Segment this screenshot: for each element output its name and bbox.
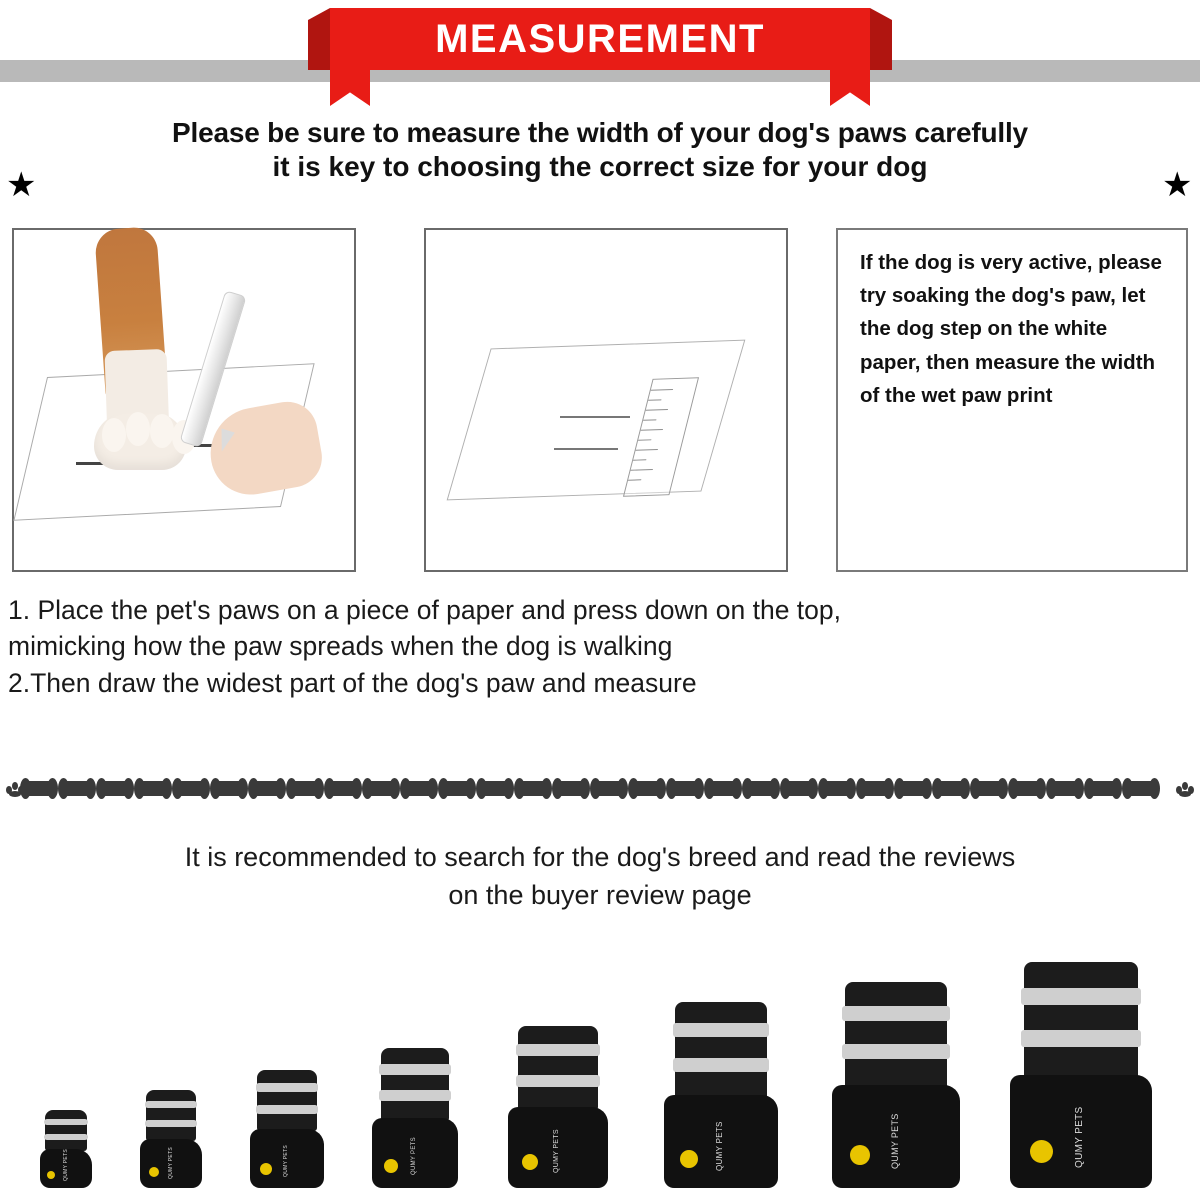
star-icon-left: ★ [6,166,37,204]
paw-logo-icon [850,1145,870,1165]
bone-icon [786,781,812,796]
recommendation-line-2: on the buyer review page [448,880,752,911]
boot-brand-label: QUMY PETS [553,1129,560,1173]
boot-brand-label: QUMY PETS [283,1144,289,1177]
bone-icon [634,781,660,796]
bone-icon [140,781,166,796]
boot-brand-label: QUMY PETS [63,1148,69,1181]
paw-logo-icon [260,1163,272,1175]
bone-icon [596,781,622,796]
reflective-strip [1021,1030,1140,1047]
bone-icon [1014,781,1040,796]
step-line-2: mimicking how the paw spreads when the dog is walking [8,631,673,662]
paw-toe-2 [126,412,150,446]
dog-boot [832,982,960,1188]
ribbon-notch-right [870,8,892,70]
boot-brand-label: QUMY PETS [715,1121,724,1171]
bone-icon [672,781,698,796]
dog-boot [372,1048,458,1188]
reflective-strip [516,1044,600,1056]
paw-toe-1 [102,418,126,452]
boot-shaft [518,1026,598,1110]
reflective-strip [44,1119,88,1125]
boot-size-lineup [0,956,1200,1196]
ruler-tick [628,479,641,481]
reflective-strip [145,1101,197,1108]
banner-ribbon [330,8,870,70]
ruler-tick [643,419,656,421]
bone-icon [1052,781,1078,796]
paw-logo-icon [1030,1140,1053,1163]
ribbon-tail-right [830,70,870,106]
bone-icon [1128,781,1154,796]
bone-icon [862,781,888,796]
panel-note [836,228,1188,572]
illustration-panels [12,228,1188,576]
boot-shaft [845,982,947,1089]
bone-icon [330,781,356,796]
paw-print-icon-right [1176,780,1194,796]
paw-logo-icon [47,1171,55,1179]
note-text: If the dog is very active, please try soaking the dog's paw, let the dog step on the white paper, then measure the width of the wet paw print [860,251,1162,407]
ruler-tick [638,439,651,441]
bone-icon [710,781,736,796]
boot-shaft [381,1048,450,1121]
ribbon-tail-left [330,70,370,106]
paw-logo-icon [680,1150,698,1168]
bone-icon [292,781,318,796]
bone-icon [520,781,546,796]
recommendation-line-1: It is recommended to search for the dog's breed and read the reviews [184,842,1016,872]
headline-line-2: it is key to choosing the correct size for your dog [272,151,928,183]
drawn-line-lower [554,448,618,450]
bone-icon [748,781,774,796]
ruler-tick [633,459,646,461]
boot-brand-label: QUMY PETS [168,1146,174,1179]
recommendation-text [0,838,1200,915]
paw-toe-3 [150,414,174,448]
boot-brand-label: QUMY PETS [890,1113,900,1169]
boot-shaft [45,1110,87,1151]
bone-icon [938,781,964,796]
ruler-tick [651,389,674,391]
ruler-tick [645,409,668,411]
boot-brand-label: QUMY PETS [411,1137,417,1175]
ruler-tick [640,429,663,431]
step-line-3: 2.Then draw the widest part of the dog's paw and measure [8,667,697,698]
bone-icon [178,781,204,796]
reflective-strip [842,1006,950,1021]
bone-icon [444,781,470,796]
dog-boot [140,1090,202,1188]
reflective-strip [256,1083,318,1092]
banner-title: MEASUREMENT [435,16,765,61]
bone-icon [1090,781,1116,796]
paw-logo-icon [149,1167,159,1177]
ribbon-notch-left [308,8,330,70]
bone-icon [26,781,52,796]
reflective-strip [1021,988,1140,1005]
paper-sheet-b [447,340,746,501]
bone-icon [976,781,1002,796]
ruler-tick [630,469,653,471]
bone-icon [558,781,584,796]
dog-boot [664,1002,778,1188]
drawn-line-upper [560,416,630,418]
headline [0,116,1200,184]
bone-icon [64,781,90,796]
measurement-steps [8,592,1198,701]
paw-logo-icon [522,1154,538,1170]
reflective-strip [379,1090,451,1101]
headline-line-1: Please be sure to measure the width of your dog's paws carefully [172,117,1028,148]
bone-icon [406,781,432,796]
bone-icon [368,781,394,796]
reflective-strip [145,1120,197,1127]
boot-brand-label: QUMY PETS [1074,1106,1085,1168]
boot-shaft [146,1090,196,1141]
boot-shaft [257,1070,316,1131]
bone-icon [900,781,926,796]
dog-boot [40,1110,92,1188]
dog-boot [508,1026,608,1188]
ruler-tick [648,399,661,401]
dog-boot [1010,962,1152,1188]
reflective-strip [516,1075,600,1087]
ruler-tick [635,449,658,451]
reflective-strip [842,1044,950,1059]
boot-shaft [675,1002,766,1099]
bone-icon [102,781,128,796]
panel-paw-tracing [12,228,356,572]
reflective-strip [44,1134,88,1140]
bone-icon [216,781,242,796]
bone-divider [0,772,1200,806]
boot-shaft [1024,962,1138,1080]
reflective-strip [673,1058,769,1072]
measurement-banner [0,0,1200,108]
finger-2 [221,460,282,484]
bone-icon [482,781,508,796]
bone-icon [254,781,280,796]
reflective-strip [379,1064,451,1075]
step-line-1: 1. Place the pet's paws on a piece of paper and press down on the top, [8,595,842,625]
dog-boot [250,1070,324,1188]
paw-logo-icon [384,1159,398,1173]
bone-icon [824,781,850,796]
panel-ruler-measuring [424,228,788,572]
reflective-strip [256,1105,318,1114]
reflective-strip [673,1023,769,1037]
star-icon-right: ★ [1162,166,1193,204]
